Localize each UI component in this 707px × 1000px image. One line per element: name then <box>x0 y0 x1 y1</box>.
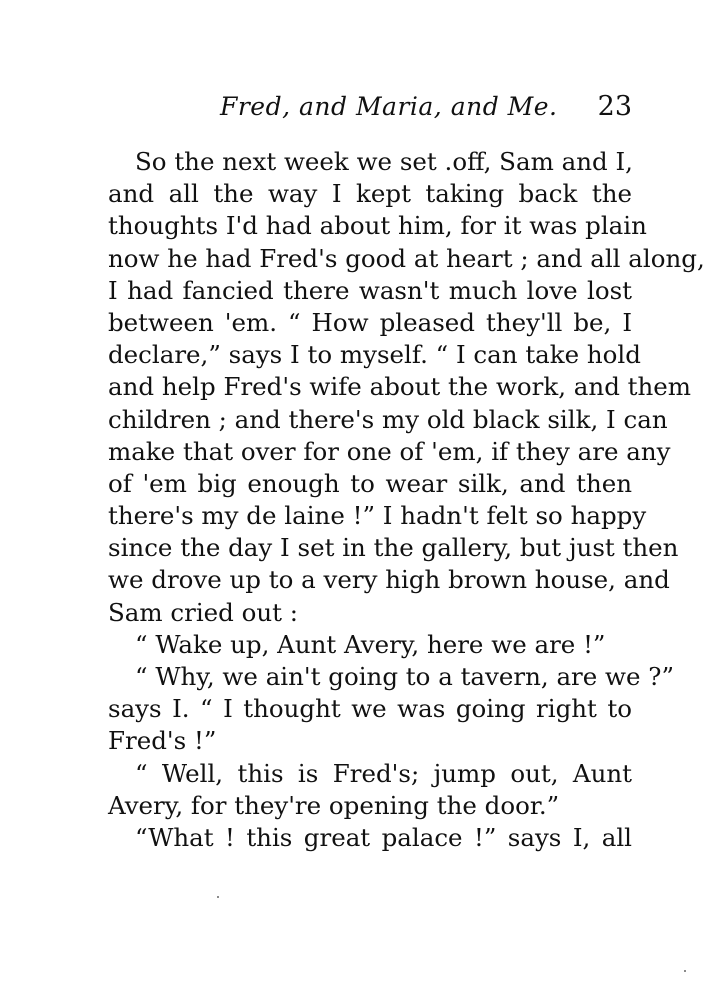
text-line: “ Well, this is Fred's; jump out, Aunt <box>135 758 632 788</box>
text-line: says I. “ I thought we was going right to <box>108 694 632 724</box>
paper-speck <box>684 970 686 972</box>
text-line: declare,” says I to myself. “ I can take hold <box>108 340 641 370</box>
text-line: there's my de laine !” I hadn't felt so happy <box>108 501 647 531</box>
text-line: between 'em. “ How pleased they'll be, I <box>108 307 632 337</box>
text-line: thoughts I'd had about him, for it was plain <box>108 211 647 241</box>
text-line: children ; and there's my old black silk, I can <box>108 404 668 434</box>
text-line: since the day I set in the gallery, but just then <box>108 533 679 563</box>
text-line: now he had Fred's good at heart ; and all along, <box>108 243 705 273</box>
paper-speck <box>217 896 219 898</box>
text-line: and help Fred's wife about the work, and them <box>108 372 692 402</box>
body-text <box>108 146 705 854</box>
text-line: I had fancied there wasn't much love lost <box>108 275 632 305</box>
text-line: “ Wake up, Aunt Avery, here we are !” <box>135 629 606 659</box>
text-line: make that over for one of 'em, if they are any <box>108 436 671 466</box>
text-line: we drove up to a very high brown house, and <box>108 565 670 595</box>
running-title: Fred, and Maria, and Me. <box>220 92 558 121</box>
text-line: Avery, for they're opening the door.” <box>108 790 560 820</box>
text-line: Sam cried out : <box>108 597 299 627</box>
text-line: So the next week we set .off, Sam and I, <box>135 147 633 176</box>
text-line: and all the way I kept taking back the <box>108 179 632 209</box>
text-line: “ Why, we ain't going to a tavern, are we ?” <box>135 662 674 691</box>
page-header <box>108 92 632 132</box>
text-line: of 'em big enough to wear silk, and then <box>108 468 632 498</box>
text-line: “What ! this great palace !” says I, all <box>135 822 632 852</box>
text-line: Fred's !” <box>108 726 217 756</box>
page-number: 23 <box>597 91 632 122</box>
